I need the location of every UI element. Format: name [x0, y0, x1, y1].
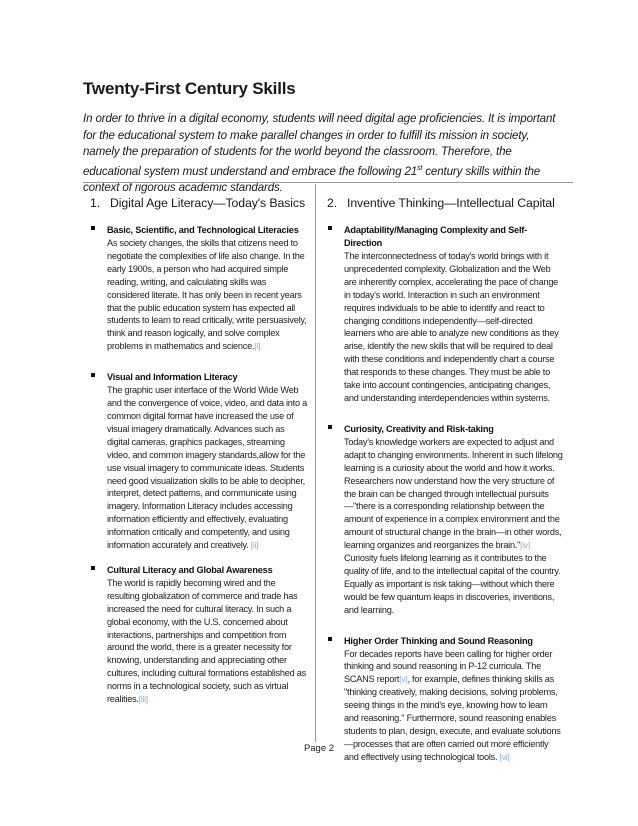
bullet-icon: [91, 566, 95, 570]
list-item: [90, 371, 308, 552]
item-body: Today's knowledge workers are expected to adjust and adapt to changing environments. Inherent in such lifelong learning is a curiosity about the world and how it works. Researchers now understand how the very structure of the brain can be changed through intellectual pursuits—"there is a corresponding relationship between the amount of experience in a complex environment and the amount of structural change in the brain—in other words, learning organizes and reorganizes the brain.": [344, 436, 563, 551]
right-column: [327, 196, 563, 773]
left-column-heading: [90, 196, 308, 210]
item-text: [107, 577, 308, 706]
column-divider-vertical: [315, 184, 316, 742]
item-body: The world is rapidly becoming wired and the resulting globalization of commerce and trade has increased the need for cultural literacy. In such a global economy, with the U.S. concerned about interactions, partnerships and competition from around the world, there is a greater necessity for knowing, understanding and appreciating other cultures, including cultural formations established as norms in a technological society, such as virtual realities.: [107, 577, 306, 705]
intro-text-1: In order to thrive in a digital economy, students will need digital age proficiencies. It is important for the educational system to make parallel changes in order to fulfill its mission in society, namely the preparation of students for the world beyond the classroom. Therefore, the educational system must understand and embrace the following 21: [83, 112, 556, 178]
item-body-continued: Curiosity fuels lifelong learning as it contributes to the quality of life, and to the intellectual capital of the country. Equally as important is risk taking—without which there would be few quantum leaps in discoveries, inventions, and learning.: [344, 553, 561, 615]
bullet-icon: [91, 226, 95, 230]
right-heading-text: Inventive Thinking—Intellectual Capital: [347, 196, 555, 210]
list-item: [90, 224, 308, 353]
right-heading-number: 2.: [327, 196, 338, 210]
right-column-heading: [327, 196, 563, 210]
item-body: For decades reports have been calling for higher order thinking and sound reasoning in P-12 curricula. The SCANS report: [344, 648, 553, 685]
item-text: [107, 384, 308, 552]
list-item: [327, 224, 563, 405]
bullet-icon: [328, 425, 332, 429]
endnote-link[interactable]: [iv]: [520, 540, 531, 551]
bullet-icon: [328, 637, 332, 641]
intro-text-2: century skills within the context of rigorous academic standards.: [83, 164, 541, 194]
item-title: Cultural Literacy and Global Awareness: [107, 564, 273, 575]
item-text: The interconnectedness of today's world brings with it unprecedented complexity. Globalization and the Web are inherently complex, accelerating the pace of change in today's world. Interaction in such an environment requires individuals to be able to identify and react to changing conditions independently—self-directed learners who are able to analyze new conditions as they arise, identify the new skills that will be required to deal with these conditions and independently chart a course that responds to these changes. They must be able to take into account contingencies, anticipating changes, and understanding interdependencies within systems.: [344, 251, 559, 403]
page-number: Page 2: [303, 743, 335, 754]
intro-superscript: st: [417, 164, 423, 172]
item-title: Higher Order Thinking and Sound Reasoning: [344, 635, 533, 646]
list-item: [90, 564, 308, 706]
item-text: [107, 237, 308, 353]
endnote-link[interactable]: [ii]: [250, 540, 259, 551]
left-column: [90, 196, 308, 715]
endnote-link[interactable]: [iii]: [138, 694, 148, 705]
section-divider-horizontal: [83, 182, 573, 183]
endnote-link[interactable]: [v]: [399, 674, 408, 685]
bullet-icon: [328, 226, 332, 230]
bullet-icon: [91, 373, 95, 377]
left-heading-number: 1.: [90, 196, 101, 210]
page-title: Twenty-First Century Skills: [83, 79, 296, 98]
endnote-link[interactable]: [vi]: [499, 751, 510, 762]
item-title: Basic, Scientific, and Technological Literacies: [107, 225, 299, 235]
item-body: As society changes, the skills that citizens need to negotiate the complexities of life also change. In the early 1900s, a person who had acquired simple reading, writing, and calculating skills was considered literate. It has only been in recent years that the public education system has expected all students to learn to read critically, write persuasively, think and reason logically, and solve complex problems in mathematics and science.: [107, 238, 307, 352]
item-title: Visual and Information Literacy: [107, 372, 238, 383]
endnote-link[interactable]: [i]: [254, 341, 261, 352]
item-title: Curiosity, Creativity and Risk-taking: [344, 423, 494, 434]
item-text: [344, 436, 563, 617]
item-body-continued: , for example, defines thinking skills as "thinking creatively, making decisions, solving problems, seeing things in the mind's eye, knowing how to learn and reasoning." Furthermore, sound reasoning enables students to plan, design, execute, and evaluate solutions—processes that are often carried out more efficiently and effectively using technological tools.: [344, 674, 561, 762]
left-heading-text: Digital Age Literacy—Today's Basics: [110, 196, 306, 210]
intro-paragraph: [83, 111, 563, 196]
item-body: The graphic user interface of the World Wide Web and the convergence of voice, video, and data into a common digital format have increased the use of visual imagery dramatically. Advances such as digital cameras, graphics packages, streaming video, and common imagery standards,allow for the use visual imagery to communicate ideas. Students need good visualization skills to be able to decipher, interpret, detect patterns, and communicate using imagery. Information Literacy includes accessing information efficiently and effectively, evaluating information critically and competently, and using information accurately and creatively.: [107, 385, 307, 551]
list-item: [327, 423, 563, 617]
item-title: Adaptability/Managing Complexity and Self-Direction: [344, 225, 528, 248]
